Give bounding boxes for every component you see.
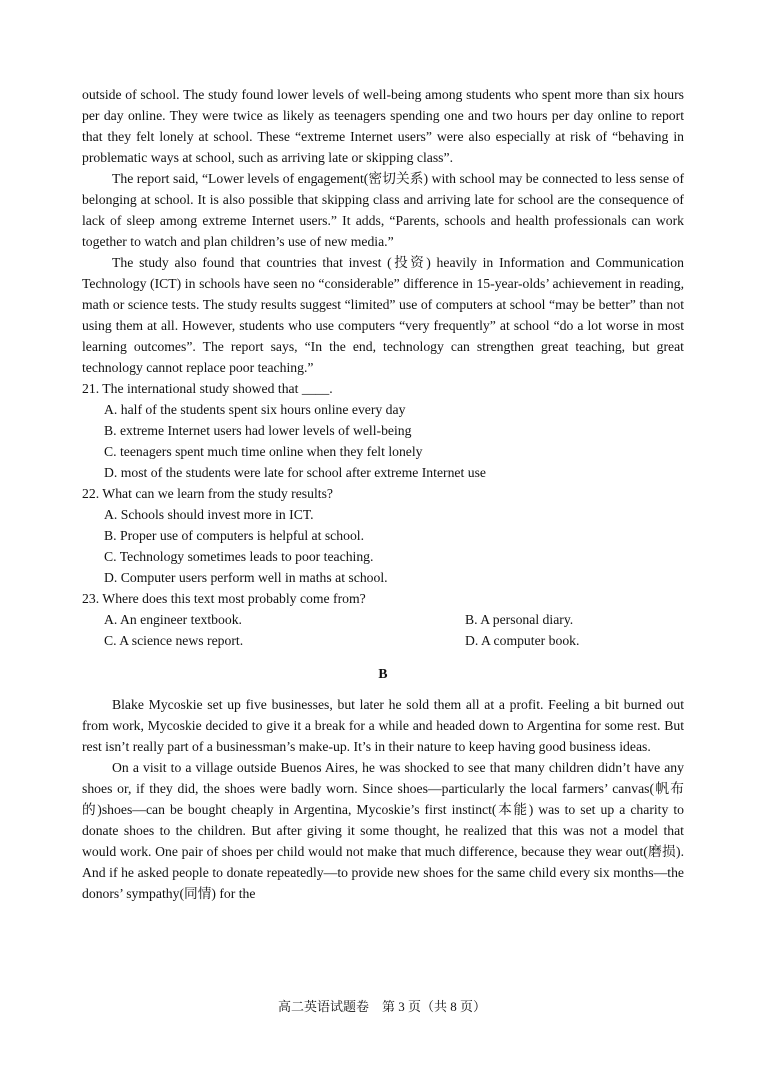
option-b: B. extreme Internet users had lower levels of well-being [104,423,412,438]
option-a: A. An engineer textbook. [104,612,242,627]
question-stem: 22. What can we learn from the study results? [82,486,333,501]
option-c: C. teenagers spent much time online when they felt lonely [104,444,423,459]
option-a: A. Schools should invest more in ICT. [104,507,314,522]
option-a: A. half of the students spent six hours online every day [104,402,406,417]
question-22 [82,483,684,588]
option-d: D. Computer users perform well in maths at school. [104,570,388,585]
passage-a-paragraph-3: The study also found that countries that invest (投资) heavily in Information and Communication Technology (ICT) in schools have seen no “considerable” difference in 15-year-olds’ achievement in reading, math or science tests. The study results suggest “limited” use of computers at school “may be better” than not using them at all. However, students who use computers “very frequently” at school “do a lot worse in most learning outcomes”. The report says, “In the end, technology can strengthen great teaching, but great technology cannot replace poor teaching.” [82,255,684,375]
question-23 [82,588,684,651]
page-content [82,84,684,904]
passage-a-paragraph-2: The report said, “Lower levels of engagement(密切关系) with school may be connected to less sense of belonging at school. It is also possible that skipping class and arriving late for school are the consequence of lack of sleep among extreme Internet users.” It adds, “Parents, schools and health professionals can work together to watch and plan children’s use of new media.” [82,171,684,249]
question-stem: 21. The international study showed that ____. [82,381,333,396]
passage-b-paragraph-2: On a visit to a village outside Buenos Aires, he was shocked to see that many children didn’t have any shoes or, if they did, the shoes were badly worn. Since shoes—particularly the local farmers’ canvas(帆布的)shoes—can be bought cheaply in Argentina, Mycoskie’s first instinct(本能) was to set up a charity to donate shoes to the children. But after giving it some thought, he realized that this was not a model that would work. One pair of shoes per child would not make that much difference, because they wear out(磨损). And if he asked people to donate repeatedly—to provide new shoes for the same child every six months—the donors’ sympathy(同情) for the [82,760,684,901]
passage-b-paragraph-1: Blake Mycoskie set up five businesses, but later he sold them all at a profit. Feeling a bit burned out from work, Mycoskie decided to give it a break for a while and headed down to Argentina for some rest. But rest isn’t really part of a businessman’s make-up. It’s in their nature to keep having good business ideas. [82,697,684,754]
question-stem: 23. Where does this text most probably come from? [82,591,366,606]
options-row-1 [82,609,684,630]
option-c: C. A science news report. [104,633,244,648]
options-row-2 [82,630,684,651]
option-d: D. A computer book. [465,633,580,648]
question-21 [82,378,684,483]
option-d: D. most of the students were late for school after extreme Internet use [104,465,486,480]
option-c: C. Technology sometimes leads to poor teaching. [104,549,374,564]
section-heading: B [378,666,388,681]
passage-a-paragraph-1: outside of school. The study found lower levels of well-being among students who spent more than six hours per day online. They were twice as likely as teenagers spending one and two hours per day online to report that they felt lonely at school. These “extreme Internet users” were also especially at risk of “behaving in problematic ways at school, such as arriving late or skipping class”. [82,87,684,165]
option-b: B. A personal diary. [465,612,574,627]
option-b: B. Proper use of computers is helpful at school. [104,528,365,543]
page-footer: 高二英语试题卷 第 3 页（共 8 页） [277,999,486,1014]
